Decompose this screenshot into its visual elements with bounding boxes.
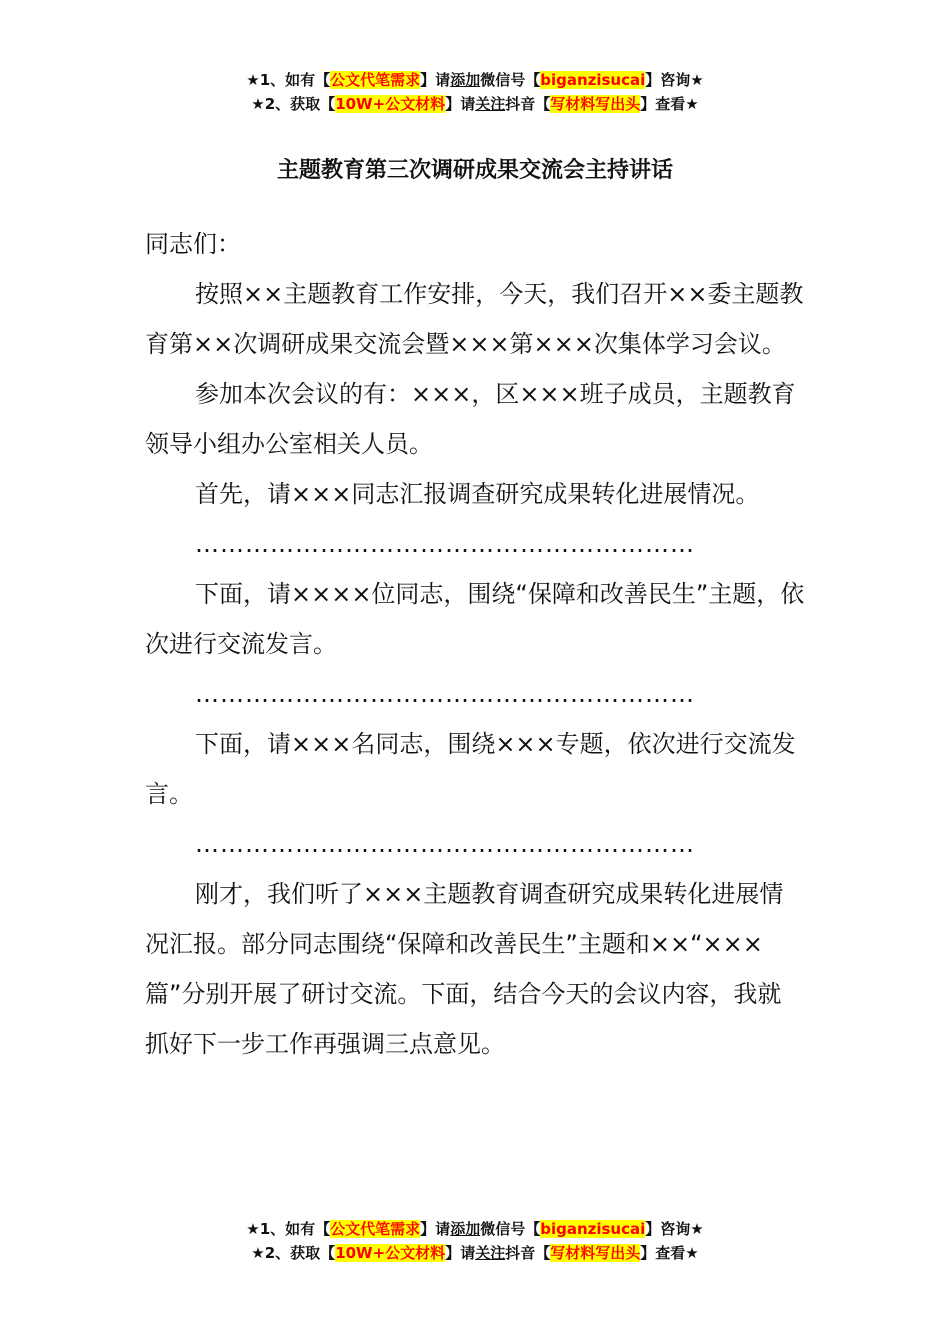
paragraph: 按照××主题教育工作安排，今天，我们召开××委主题教育第××次调研成果交流会暨×××第×××次集体学习会议。 <box>145 280 804 358</box>
banner-underlined: 添加 <box>450 1220 481 1238</box>
ellipsis-line: …………………………………………………… <box>195 830 695 858</box>
banner-text: 】请 <box>420 1220 451 1238</box>
banner-text: 微信号【 <box>480 71 541 89</box>
paragraph: 参加本次会议的有：×××，区×××班子成员，主题教育领导小组办公室相关人员。 <box>145 380 796 458</box>
douyin-id-highlight: 写材料写出头 <box>550 95 641 113</box>
banner-text: 】咨询★ <box>645 1220 704 1238</box>
paragraph: 刚才，我们听了×××主题教育调查研究成果转化进展情况汇报。部分同志围绕“保障和改善民生”主题和××“×××篇”分别开展了研讨交流。下面，结合今天的会议内容，我就抓好下一步工作再强调三点意见。 <box>145 880 784 1058</box>
banner-highlight: 10W+公文材料 <box>335 1244 446 1262</box>
wechat-id-highlight: biganzisucai <box>540 71 646 89</box>
banner-underlined: 添加 <box>450 71 481 89</box>
banner-text: 】咨询★ <box>645 71 704 89</box>
banner-highlight: 10W+公文材料 <box>335 95 446 113</box>
document-body <box>145 219 805 1069</box>
ellipsis-line: …………………………………………………… <box>195 680 695 708</box>
banner-text: 】查看★ <box>640 1244 699 1262</box>
banner-text: 抖音【 <box>505 1244 551 1262</box>
banner-text: 】请 <box>445 1244 476 1262</box>
banner-text: ★1、如有【 <box>246 71 331 89</box>
bottom-banner <box>0 1217 950 1265</box>
banner-text: ★2、获取【 <box>251 1244 336 1262</box>
salutation: 同志们： <box>145 230 241 258</box>
banner-text: 】请 <box>420 71 451 89</box>
banner-line-2 <box>0 92 950 116</box>
banner-text: 】请 <box>445 95 476 113</box>
banner-highlight: 公文代笔需求 <box>330 1220 421 1238</box>
banner-text: 抖音【 <box>505 95 551 113</box>
wechat-id-highlight: biganzisucai <box>540 1220 646 1238</box>
banner-underlined: 关注 <box>475 1244 506 1262</box>
banner-underlined: 关注 <box>475 95 506 113</box>
banner-line-1 <box>0 68 950 92</box>
top-banner <box>0 68 950 116</box>
ellipsis-line: …………………………………………………… <box>195 530 695 558</box>
banner-line-2 <box>0 1241 950 1265</box>
banner-text: ★1、如有【 <box>246 1220 331 1238</box>
banner-text: ★2、获取【 <box>251 95 336 113</box>
banner-text: 】查看★ <box>640 95 699 113</box>
banner-line-1 <box>0 1217 950 1241</box>
banner-highlight: 公文代笔需求 <box>330 71 421 89</box>
paragraph: 首先，请×××同志汇报调查研究成果转化进展情况。 <box>195 480 760 508</box>
paragraph: 下面，请×××名同志，围绕×××专题，依次进行交流发言。 <box>145 730 796 808</box>
paragraph: 下面，请××××位同志，围绕“保障和改善民生”主题，依次进行交流发言。 <box>145 580 805 658</box>
banner-text: 微信号【 <box>480 1220 541 1238</box>
douyin-id-highlight: 写材料写出头 <box>550 1244 641 1262</box>
document-title: 主题教育第三次调研成果交流会主持讲话 <box>276 158 673 183</box>
